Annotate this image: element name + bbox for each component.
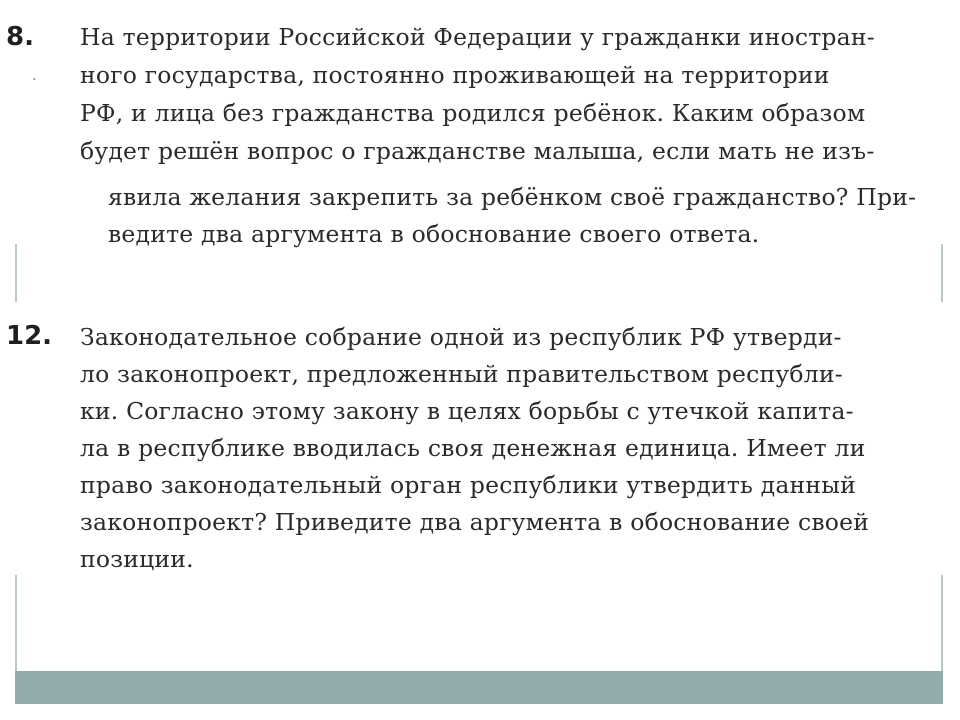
footer-bar — [15, 671, 943, 704]
question-text-line: ведите два аргумента в обоснование своего ответа. — [108, 220, 760, 248]
question-number: 8. — [6, 22, 34, 52]
question-number: 12. — [6, 321, 53, 351]
question-text-line: законопроект? Приведите два аргумента в обоснование своей — [80, 508, 870, 536]
question-text-line: ло законопроект, предложенный правительством республи- — [80, 360, 843, 388]
frame-line-right-lower — [941, 575, 943, 671]
question-text-line: ного государства, постоянно проживающей на территории — [80, 61, 830, 89]
frame-line-left-upper — [15, 244, 17, 302]
question-text-line: позиции. — [80, 545, 194, 573]
question-text-line: явила желания закрепить за ребёнком своё гражданство? При- — [108, 183, 917, 211]
stray-mark: · — [32, 72, 37, 88]
question-text-line: ла в республике вводилась своя денежная единица. Имеет ли — [80, 434, 866, 462]
question-text-line: На территории Российской Федерации у гражданки иностран- — [80, 23, 875, 51]
frame-line-left-lower — [15, 575, 17, 671]
question-text-line: Законодательное собрание одной из республик РФ утверди- — [80, 323, 842, 351]
frame-line-right-upper — [941, 244, 943, 302]
question-text-line: РФ, и лица без гражданства родился ребёнок. Каким образом — [80, 99, 866, 127]
question-text-line: ки. Согласно этому закону в целях борьбы с утечкой капита- — [80, 397, 854, 425]
question-text-line: право законодательный орган республики утвердить данный — [80, 471, 857, 499]
question-text-line: будет решён вопрос о гражданстве малыша, если мать не изъ- — [80, 137, 875, 165]
